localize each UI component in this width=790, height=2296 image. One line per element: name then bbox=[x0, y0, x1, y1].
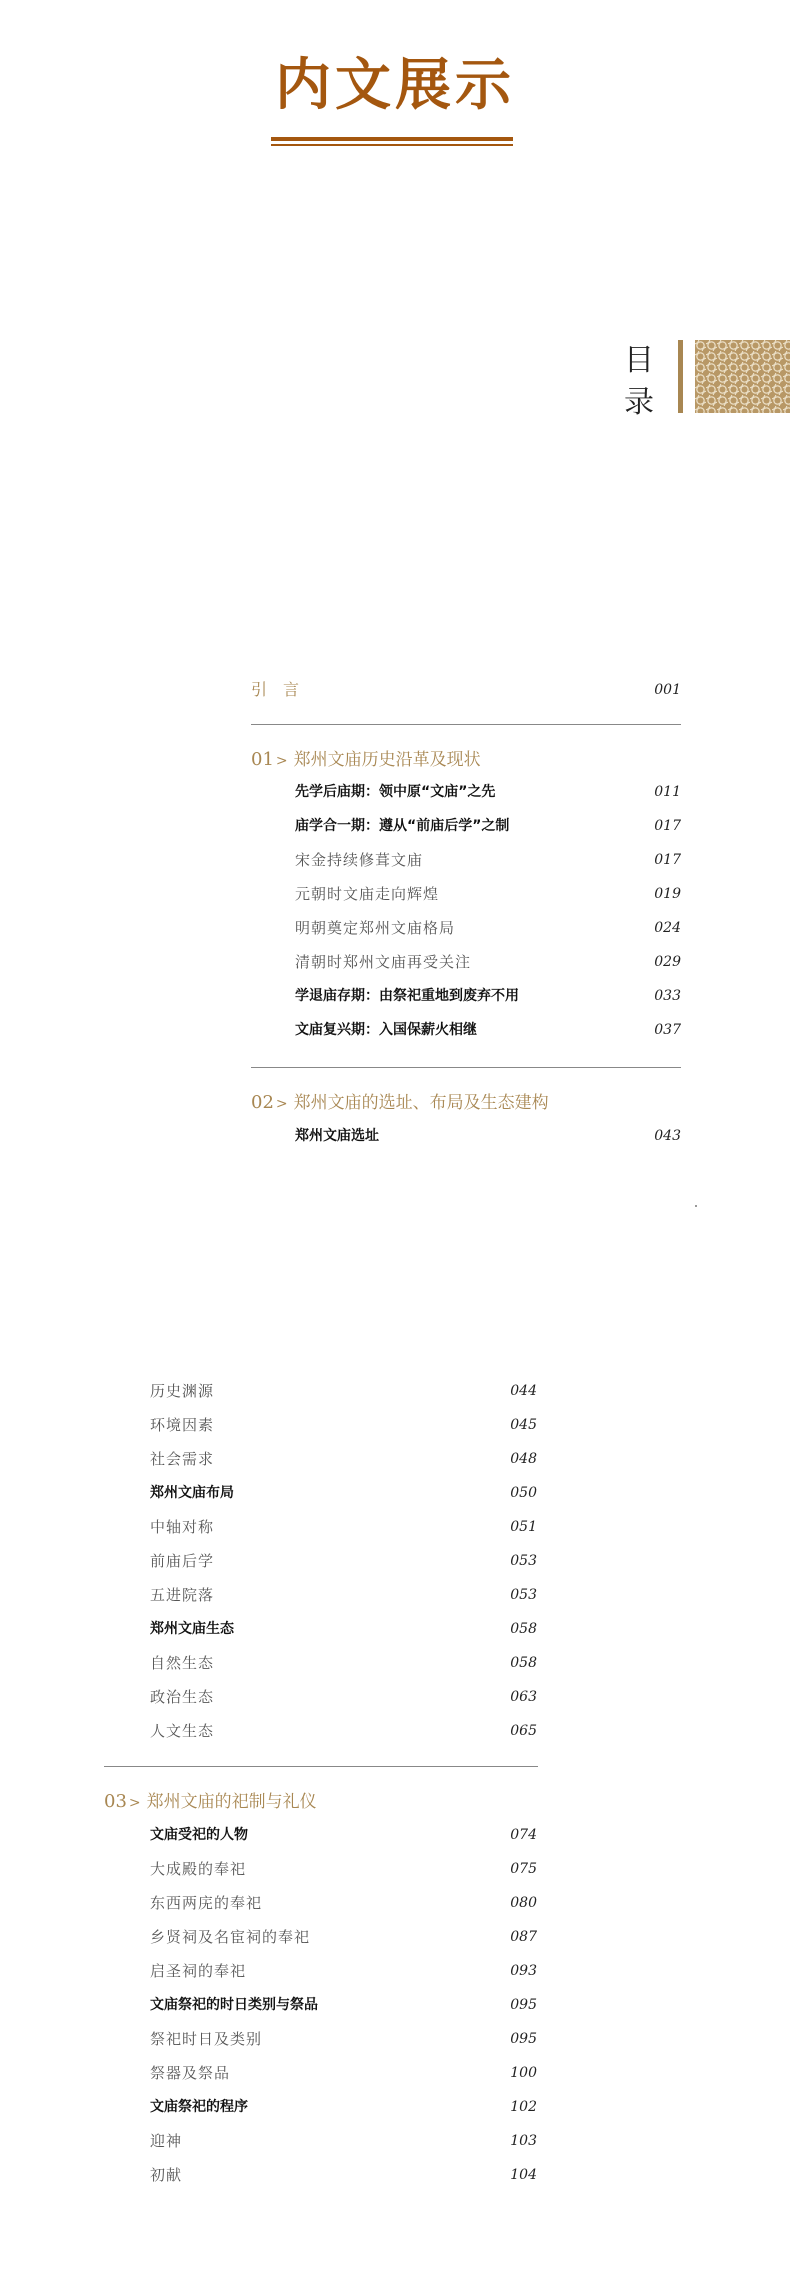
toc-heading-bar bbox=[678, 340, 683, 413]
toc-entry-page: 029 bbox=[654, 954, 681, 970]
banner-rule-thick bbox=[271, 137, 513, 141]
chapter-arrow: > bbox=[128, 1795, 141, 1811]
toc-entry-page: 102 bbox=[510, 2099, 537, 2115]
toc-entry[interactable] bbox=[150, 1612, 537, 1646]
toc-entry-title: 自然生态 bbox=[150, 1654, 215, 1672]
toc-entry-title: 文庙祭祀的时日类别与祭品 bbox=[150, 1997, 318, 2013]
toc-entry-title: 祭祀时日及类别 bbox=[150, 2030, 263, 2048]
toc-entry-title: 迎神 bbox=[150, 2132, 183, 2150]
toc-heading-char-2: 录 bbox=[624, 385, 654, 420]
toc-entry-page: 033 bbox=[654, 988, 681, 1004]
toc-entry-page: 065 bbox=[510, 1723, 537, 1739]
toc-entry[interactable] bbox=[150, 1408, 537, 1442]
toc-entry[interactable] bbox=[150, 1476, 537, 1510]
toc-entry-title: 人文生态 bbox=[150, 1722, 215, 1740]
chapter-title: 郑州文庙的选址、布局及生态建构 bbox=[293, 1093, 549, 1113]
toc-entry[interactable] bbox=[150, 1680, 537, 1714]
toc-entry-page: 037 bbox=[654, 1022, 681, 1038]
chapter-number: 01 bbox=[251, 749, 274, 770]
toc-entry[interactable] bbox=[295, 911, 681, 945]
toc-entry-title: 元朝时文庙走向辉煌 bbox=[295, 885, 440, 903]
toc-entry-title: 文庙祭祀的程序 bbox=[150, 2099, 248, 2115]
toc-entry-page: 095 bbox=[510, 2031, 537, 2047]
toc-entry-page: 104 bbox=[510, 2167, 537, 2183]
toc-entry-title: 初献 bbox=[150, 2166, 183, 2184]
toc-heading bbox=[623, 340, 655, 424]
toc-entry-title: 历史渊源 bbox=[150, 1382, 215, 1400]
toc-entry-title: 郑州文庙布局 bbox=[150, 1485, 234, 1501]
toc-entry[interactable] bbox=[150, 1954, 537, 1988]
toc-entry-title: 清朝时郑州文庙再受关注 bbox=[295, 953, 472, 971]
toc-entry-page: 103 bbox=[510, 2133, 537, 2149]
chapter-heading-1[interactable] bbox=[251, 742, 481, 778]
toc-entry[interactable] bbox=[150, 1544, 537, 1578]
toc-entry-title: 东西两庑的奉祀 bbox=[150, 1894, 263, 1912]
toc-entry-page: 050 bbox=[510, 1485, 537, 1501]
toc-entry-title: 郑州文庙选址 bbox=[295, 1128, 379, 1144]
toc-entry[interactable] bbox=[150, 1714, 537, 1748]
toc-entry-title: 祭器及祭品 bbox=[150, 2064, 231, 2082]
toc-entry[interactable] bbox=[295, 775, 681, 809]
toc-entry-page: 063 bbox=[510, 1689, 537, 1705]
toc-entry-title: 社会需求 bbox=[150, 1450, 215, 1468]
toc-entry[interactable] bbox=[150, 1578, 537, 1612]
toc-entry[interactable] bbox=[150, 1886, 537, 1920]
toc-entry-page: 017 bbox=[654, 852, 681, 868]
toc-entry-page: 019 bbox=[654, 886, 681, 902]
toc-entry-page: 095 bbox=[510, 1997, 537, 2013]
toc-entry-intro[interactable] bbox=[251, 673, 681, 707]
toc-entry[interactable] bbox=[295, 1119, 681, 1153]
toc-entry-title: 宋金持续修葺文庙 bbox=[295, 851, 424, 869]
toc-entry-page: 053 bbox=[510, 1587, 537, 1603]
chapter-title: 郑州文庙的祀制与礼仪 bbox=[146, 1792, 317, 1812]
toc-entry-title: 引 言 bbox=[251, 680, 300, 699]
toc-entry[interactable] bbox=[150, 1920, 537, 1954]
toc-entry-title: 乡贤祠及名宦祠的奉祀 bbox=[150, 1928, 311, 1946]
toc-entry-title: 五进院落 bbox=[150, 1586, 215, 1604]
toc-heading-char-1: 目 bbox=[624, 343, 654, 378]
toc-entry-page: 074 bbox=[510, 1827, 537, 1843]
toc-entry-page: 024 bbox=[654, 920, 681, 936]
toc-entry-page: 045 bbox=[510, 1417, 537, 1433]
toc-entry-title: 环境因素 bbox=[150, 1416, 215, 1434]
decorative-pattern bbox=[695, 340, 790, 413]
toc-entry-page: 048 bbox=[510, 1451, 537, 1467]
chapter-number: 03 bbox=[104, 1791, 127, 1812]
toc-entry-page: 080 bbox=[510, 1895, 537, 1911]
toc-entry[interactable] bbox=[295, 809, 681, 843]
toc-entry-title: 庙学合一期：遵从“前庙后学”之制 bbox=[295, 818, 510, 834]
toc-entry[interactable] bbox=[295, 877, 681, 911]
divider bbox=[251, 1067, 681, 1068]
toc-entry[interactable] bbox=[295, 979, 681, 1013]
toc-entry[interactable] bbox=[150, 2158, 537, 2192]
toc-entry-title: 大成殿的奉祀 bbox=[150, 1860, 247, 1878]
toc-entry-title: 明朝奠定郑州文庙格局 bbox=[295, 919, 456, 937]
chapter-title: 郑州文庙历史沿革及现状 bbox=[293, 750, 481, 770]
toc-entry[interactable] bbox=[150, 1442, 537, 1476]
toc-entry-title: 中轴对称 bbox=[150, 1518, 215, 1536]
chapter-heading-2[interactable] bbox=[251, 1085, 549, 1121]
toc-entry[interactable] bbox=[150, 2090, 537, 2124]
divider bbox=[104, 1766, 538, 1767]
toc-entry[interactable] bbox=[150, 1852, 537, 1886]
toc-entry[interactable] bbox=[295, 1013, 681, 1047]
toc-entry-title: 文庙受祀的人物 bbox=[150, 1827, 248, 1843]
toc-entry-page: 058 bbox=[510, 1655, 537, 1671]
toc-entry[interactable] bbox=[295, 945, 681, 979]
toc-entry[interactable] bbox=[150, 2022, 537, 2056]
chapter-heading-3[interactable] bbox=[104, 1784, 317, 1820]
toc-entry-page: 043 bbox=[654, 1128, 681, 1144]
toc-entry-page: 051 bbox=[510, 1519, 537, 1535]
chapter-number: 02 bbox=[251, 1092, 274, 1113]
toc-entry[interactable] bbox=[150, 2056, 537, 2090]
toc-entry-title: 先学后庙期：领中原“文庙”之先 bbox=[295, 784, 496, 800]
speck bbox=[695, 1205, 697, 1207]
toc-entry[interactable] bbox=[150, 1374, 537, 1408]
toc-entry-page: 075 bbox=[510, 1861, 537, 1877]
toc-entry[interactable] bbox=[150, 2124, 537, 2158]
toc-entry[interactable] bbox=[150, 1510, 537, 1544]
toc-entry-page: 001 bbox=[654, 682, 681, 698]
chapter-arrow: > bbox=[275, 753, 288, 769]
toc-entry[interactable] bbox=[150, 1988, 537, 2022]
banner-rule-thin bbox=[271, 144, 513, 146]
toc-entry-title: 前庙后学 bbox=[150, 1552, 215, 1570]
toc-entry-page: 017 bbox=[654, 818, 681, 834]
banner-title: 内文展示 bbox=[275, 53, 515, 118]
toc-entry-page: 087 bbox=[510, 1929, 537, 1945]
toc-entry-page: 044 bbox=[510, 1383, 537, 1399]
toc-entry-page: 100 bbox=[510, 2065, 537, 2081]
toc-entry-title: 郑州文庙生态 bbox=[150, 1621, 234, 1637]
chapter-arrow: > bbox=[275, 1096, 288, 1112]
toc-entry[interactable] bbox=[150, 1646, 537, 1680]
toc-entry-page: 011 bbox=[654, 784, 681, 800]
toc-entry-page: 093 bbox=[510, 1963, 537, 1979]
toc-entry[interactable] bbox=[295, 843, 681, 877]
toc-entry-title: 文庙复兴期：入国保薪火相继 bbox=[295, 1022, 477, 1038]
toc-entry-page: 058 bbox=[510, 1621, 537, 1637]
divider bbox=[251, 724, 681, 725]
toc-entry-page: 053 bbox=[510, 1553, 537, 1569]
toc-entry-title: 学退庙存期：由祭祀重地到废弃不用 bbox=[295, 988, 519, 1004]
toc-entry-title: 政治生态 bbox=[150, 1688, 215, 1706]
toc-entry[interactable] bbox=[150, 1818, 537, 1852]
toc-entry-title: 启圣祠的奉祀 bbox=[150, 1962, 247, 1980]
